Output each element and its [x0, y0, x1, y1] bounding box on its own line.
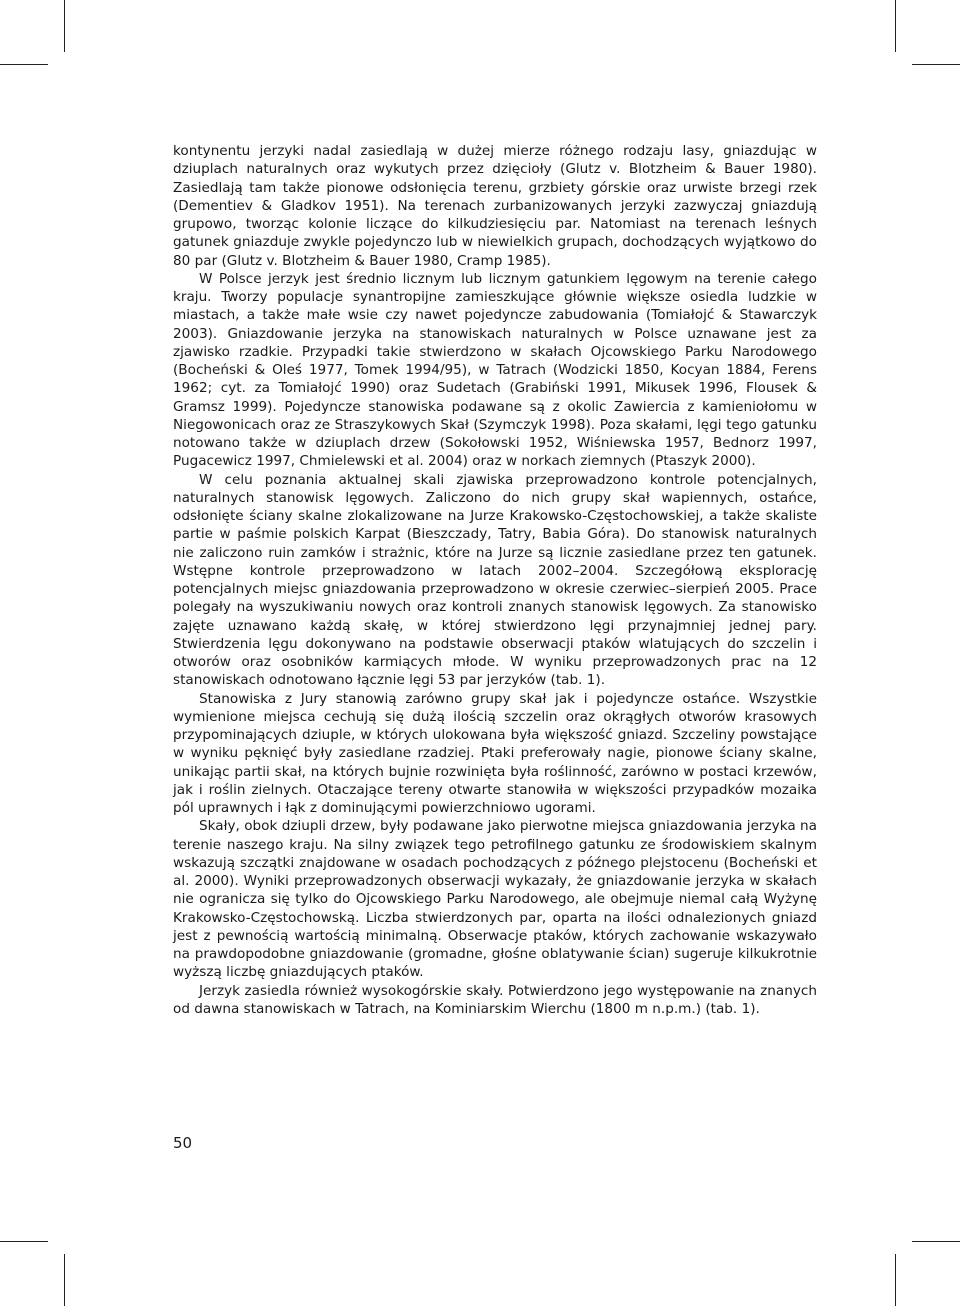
crop-mark-bottom-left — [64, 1254, 65, 1306]
paragraph-6: Jerzyk zasiedla również wysokogórskie skały. Potwierdzono jego występowanie na znanych od dawna stanowiskach w Tatrach, na Kominiarskim Wierchu (1800 m n.p.m.) (tab. 1). — [173, 982, 817, 1017]
paragraph-4: Stanowiska z Jury stanowią zarówno grupy skał jak i pojedyncze ostańce. Wszystkie wymienione miejsca cechują się dużą ilością szczelin oraz okrągłych otworów krasowych przypominających dziuple, w których ulokowana była większość gniazd. Szczeliny powstające w wyniku pęknięć były zasiedlane rzadziej. Ptaki preferowały nagie, pionowe ściany skalne, unikając partii skał, na których bujnie rozwinięta była roślinność, zarówno w postaci krzewów, jak i roślin zielnych. Otaczające tereny otwarte stanowiła w większości przypadków mozaika pól uprawnych i łąk z dominującymi powierzchniowo ugorami. — [173, 690, 817, 816]
paragraph-2: W Polsce jerzyk jest średnio licznym lub licznym gatunkiem lęgowym na terenie całego kraju. Tworzy populacje synantropijne zamieszkujące głównie większe osiedla ludzkie w miastach, a także małe wsie czy nawet pojedyncze zabudowania (Tomiałojć & Stawarczyk 2003). Gniazdowanie jerzyka na stanowiskach naturalnych w Polsce uznawane jest za zjawisko rzadkie. Przypadki takie stwierdzono w skałach Ojcowskiego Parku Narodowego (Bocheński & Oleś 1977, Tomek 1994/95), w Tatrach (Wodzicki 1850, Kocyan 1884, Ferens 1962; cyt. za Tomiałojć 1990) oraz Sudetach (Grabiński 1991, Mikusek 1996, Flousek & Gramsz 1999). Pojedyncze stanowiska podawane są z okolic Zawiercia z kamieniołomu w Niegowonicach oraz ze Straszykowych Skał (Szymczyk 1998). Poza skałami, lęgi tego gatunku notowano także w dziuplach drzew (Sokołowski 1952, Wiśniewska 1957, Bednorz 1997, Pugacewicz 1997, Chmielewski et al. 2004) oraz w norkach ziemnych (Ptaszyk 2000). — [173, 270, 817, 470]
crop-mark-bottom-left-h — [0, 1241, 48, 1242]
paragraph-5: Skały, obok dziupli drzew, były podawane jako pierwotne miejsca gniazdowania jerzyka na terenie naszego kraju. Na silny związek tego petrofilnego gatunku ze środowiskiem skalnym wskazują szczątki znajdowane w osadach pochodzących z późnego plejstocenu (Bocheński et al. 2000). Wyniki przeprowadzonych obserwacji wykazały, że gniazdowanie jerzyka w skałach nie ogranicza się tylko do Ojcowskiego Parku Narodowego, ale obejmuje niemal całą Wyżynę Krakowsko-Częstochowską. Liczba stwierdzonych par, oparta na ilości odnalezionych gniazd jest z pewnością wartością minimalną. Obserwacje ptaków, których zachowanie wskazywało na prawdopodobne gniazdowanie (gromadne, głośne oblatywanie ścian) sugeruje kilkukrotnie wyższą liczbę gniazdujących ptaków. — [173, 818, 817, 981]
page-number: 50 — [173, 1134, 193, 1152]
crop-mark-bottom-right — [895, 1254, 896, 1306]
paragraph-3: W celu poznania aktualnej skali zjawiska przeprowadzono kontrole potencjalnych, naturalnych stanowisk lęgowych. Zaliczono do nich grupy skał wapiennych, ostańce, odsłonięte ściany skalne zlokalizowane na Jurze Krakowsko-Częstochowskiej, a także skaliste partie w paśmie polskich Karpat (Bieszczady, Tatry, Babia Góra). Do stanowisk naturalnych nie zaliczono ruin zamków i strażnic, które na Jurze są licznie zasiedlane przez ten gatunek. Wstępne kontrole przeprowadzono w latach 2002–2004. Szczegółową eksplorację potencjalnych miejsc gniazdowania przeprowadzono w okresie czerwiec–sierpień 2005. Prace polegały na wyszukiwaniu nowych oraz kontroli znanych stanowisk lęgowych. Za stanowisko zajęte uznawano każdą skałę, w której stwierdzono lęgi przynajmniej jednej pary. Stwierdzenia lęgu dokonywano na podstawie obserwacji ptaków wlatujących do szczelin i otworów oraz osobników karmiących młode. W wyniku przeprowadzonych prac na 12 stanowiskach odnotowano łącznie lęgi 53 par jerzyków (tab. 1). — [173, 471, 817, 689]
crop-mark-top-right-h — [912, 64, 960, 65]
body-text — [173, 142, 817, 1018]
paragraph-1: kontynentu jerzyki nadal zasiedlają w dużej mierze różnego rodzaju lasy, gniazdując w dziuplach naturalnych oraz wykutych przez dzięcioły (Glutz v. Blotzheim & Bauer 1980). Zasiedlają tam także pionowe odsłonięcia terenu, grzbiety górskie oraz urwiste brzegi rzek (Dementiev & Gladkov 1951). Na terenach zurbanizowanych jerzyki zazwyczaj gniazdują grupowo, tworząc kolonie liczące do kilkudziesięciu par. Natomiast na terenach leśnych gatunek gniazduje zwykle pojedynczo lub w niewielkich grupach, dochodzących wyjątkowo do 80 par (Glutz v. Blotzheim & Bauer 1980, Cramp 1985). — [173, 143, 817, 269]
crop-mark-top-left-h — [0, 64, 48, 65]
crop-mark-bottom-right-h — [912, 1241, 960, 1242]
crop-mark-top-left — [64, 0, 65, 52]
crop-mark-top-right — [895, 0, 896, 52]
